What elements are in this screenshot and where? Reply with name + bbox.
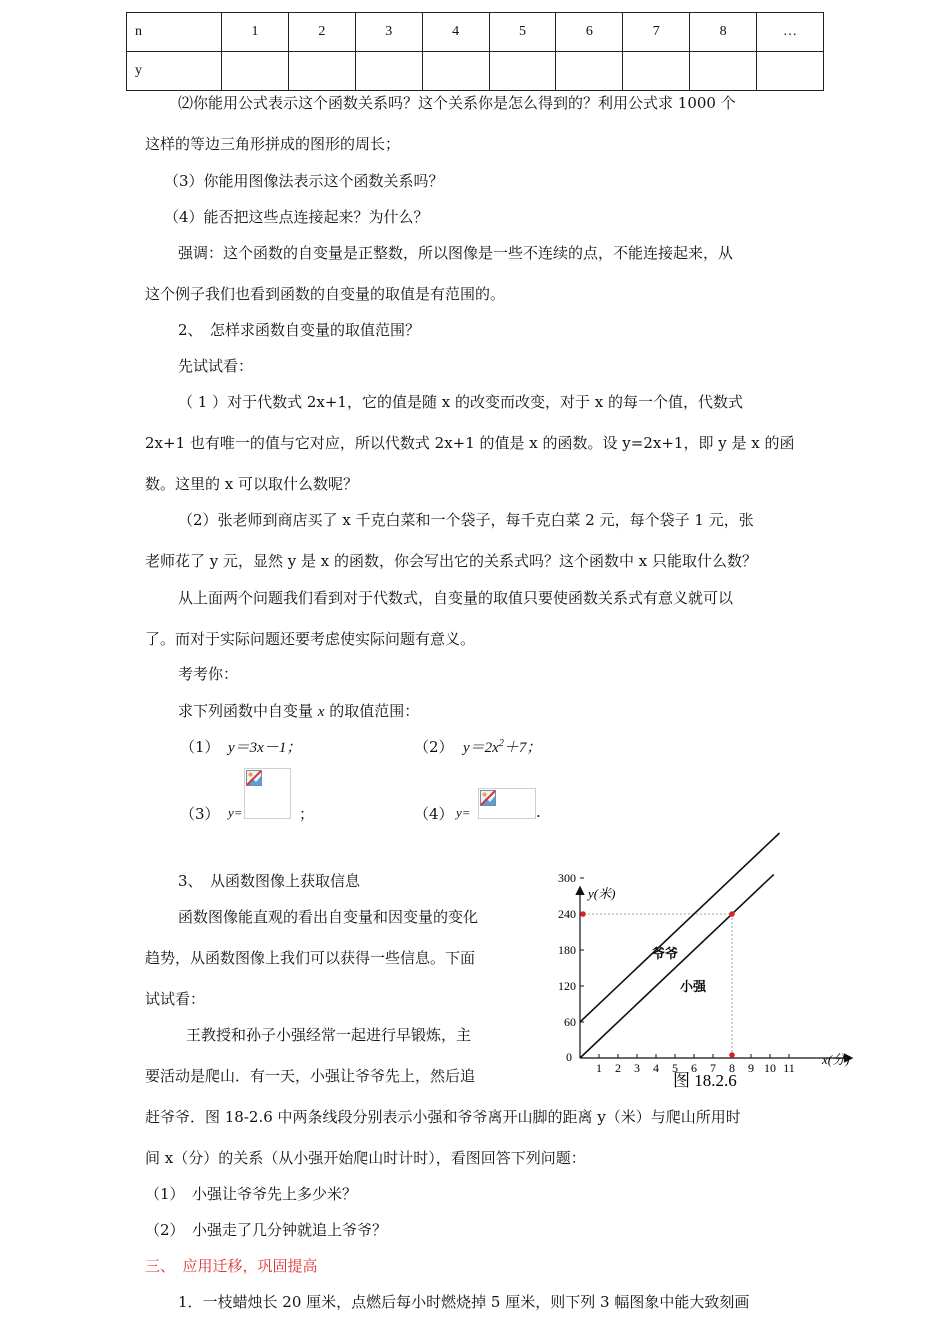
x-tick-label: 5 [672, 1061, 678, 1075]
exercise-4-y: y= [456, 805, 471, 820]
x-axis-label: x(分) [822, 1052, 850, 1067]
table-cell [422, 52, 489, 91]
emphasis-line-2: 这个例子我们也看到函数的自变量的取值是有范围的。 [145, 285, 506, 303]
x-tick-label: 7 [710, 1061, 716, 1075]
conclusion-line-2: 了。而对于实际问题还要考虑使实际问题有意义。 [145, 630, 476, 648]
table-cell [288, 52, 355, 91]
table-cell: 6 [556, 13, 623, 52]
story-line-4: 间 x（分）的关系（从小强开始爬山时计时），看图回答下列问题： [145, 1149, 586, 1167]
section-3-line-3: 试试看： [145, 990, 206, 1008]
question-2-line-1: ⑵你能用公式表示这个函数关系吗？这个关系你是怎么得到的？利用公式求 1000 个 [178, 94, 736, 112]
table-cell: 7 [623, 13, 690, 52]
problem-2-line-2: 老师花了 y 元，显然 y 是 x 的函数，你会写出它的关系式吗？这个函数中 x 只能取什么数？ [145, 552, 758, 570]
table-cell [690, 52, 757, 91]
conclusion-line-1: 从上面两个问题我们看到对于代数式，自变量的取值只要使函数关系式有意义就可以 [178, 589, 734, 607]
exercise-4-end: . [536, 803, 541, 821]
find-range-prompt [178, 700, 419, 721]
exercise-2-label: （2） [414, 738, 454, 756]
y-tick-label: 60 [564, 1015, 576, 1029]
question-answer-1: （1） 小强让爷爷先上多少米？ [145, 1185, 358, 1203]
table-cell: 1 [222, 13, 289, 52]
problem-2-line-1: （2）张老师到商店买了 x 千克白菜和一个袋子，每千克白菜 2 元，每个袋子 1 元，张 [178, 511, 754, 529]
x-tick-label: 8 [729, 1061, 735, 1075]
story-line-2: 要活动是爬山．有一天，小强让爷爷先上，然后追 [145, 1067, 476, 1085]
question-3: （3）你能用图像法表示这个函数关系吗？ [164, 172, 444, 190]
section-3-title: 3、 从函数图像上获取信息 [178, 872, 361, 890]
x-tick-label: 4 [653, 1061, 659, 1075]
exercise-3-label: （3） [180, 805, 220, 823]
table-cell: … [757, 13, 824, 52]
x-tick-label: 6 [691, 1061, 697, 1075]
problem-1-line-3: 数。这里的 x 可以取什么数呢？ [145, 475, 358, 493]
table-cell: 8 [690, 13, 757, 52]
test-you-label: 考考你： [178, 665, 239, 683]
exercise-1-label: （1） [180, 738, 220, 756]
section-3-line-1: 函数图像能直观的看出自变量和因变量的变化 [178, 908, 479, 926]
broken-image-icon [480, 790, 496, 806]
table-cell: 5 [489, 13, 556, 52]
table-cell [556, 52, 623, 91]
section-3-line-2: 趋势，从函数图像上我们可以获得一些信息。下面 [145, 949, 476, 967]
exercise-1-formula: y＝3x－1； [228, 740, 302, 756]
table-row [127, 13, 824, 52]
x-tick-label: 9 [748, 1061, 754, 1075]
table-cell: 4 [422, 13, 489, 52]
y-tick-label: 180 [558, 943, 576, 957]
y-tick-label: 240 [558, 907, 576, 921]
n-y-table [126, 12, 824, 91]
exercise-2-formula-b: ＋7； [503, 740, 542, 756]
find-range-post: 的取值范围： [324, 702, 420, 720]
x-tick-label: 11 [783, 1061, 795, 1075]
series-line-xiaoqiang [580, 874, 774, 1058]
y-tick-label: 300 [558, 871, 576, 885]
section-2-title: 2、 怎样求函数自变量的取值范围？ [178, 321, 421, 339]
find-range-pre: 求下列函数中自变量 [178, 702, 318, 720]
emphasis-line-1: 强调：这个函数的自变量是正整数，所以图像是一些不连续的点，不能连接起来，从 [178, 244, 734, 262]
story-line-1: 王教授和孙子小强经常一起进行早锻炼，主 [186, 1026, 472, 1044]
x-tick-label: 10 [764, 1061, 776, 1075]
table-cell [489, 52, 556, 91]
exercise-4-formula-image [478, 788, 536, 819]
question-4: （4）能否把这些点连接起来？为什么？ [164, 208, 429, 226]
x-tick-label: 3 [634, 1061, 640, 1075]
last-line: 1．一枝蜡烛长 20 厘米，点燃后每小时燃烧掉 5 厘米，则下列 3 幅图象中能大致刻画 [178, 1293, 750, 1311]
origin-label: 0 [566, 1050, 572, 1064]
exercise-3-end: ； [299, 805, 315, 823]
distance-time-chart [548, 871, 868, 1092]
question-2-line-2: 这样的等边三角形拼成的图形的周长； [145, 135, 401, 153]
x-axis-marker [729, 1052, 735, 1058]
table-head-y: y [127, 52, 222, 91]
problem-1-line-1: （ 1 ）对于代数式 2x+1，它的值是随 x 的改变而改变，对于 x 的每一个值，代数式 [178, 393, 743, 411]
story-line-3: 赶爷爷．图 18-2.6 中两条线段分别表示小强和爷爷离开山脚的距离 y（米）与爬山所用时 [145, 1108, 741, 1126]
exercise-2-exponent: 2 [498, 738, 504, 749]
part-3-title: 三、 应用迁移，巩固提高 [145, 1257, 318, 1275]
table-head-n: n [127, 13, 222, 52]
table-cell: 2 [288, 13, 355, 52]
table-cell [623, 52, 690, 91]
problem-1-line-2: 2x+1 也有唯一的值与它对应，所以代数式 2x+1 的值是 x 的函数。设 y=2x+1，即 y 是 x 的函 [145, 434, 795, 452]
table-cell [222, 52, 289, 91]
series-label-xiaoqiang: 小强 [680, 979, 707, 994]
exercise-3-formula-image [244, 768, 291, 819]
y-axis-label: y(米) [588, 886, 616, 901]
table-cell [355, 52, 422, 91]
table-row [127, 52, 824, 91]
exercise-2-formula [463, 736, 541, 757]
y-tick-label: 120 [558, 979, 576, 993]
exercise-2-formula-a: y＝2x [463, 740, 499, 756]
x-tick-label: 1 [596, 1061, 602, 1075]
exercise-3-y: y= [228, 805, 243, 820]
table-cell [757, 52, 824, 91]
figure-caption: 图 18.2.6 [673, 1071, 737, 1090]
find-range-var: x [317, 704, 325, 720]
broken-image-icon [246, 770, 262, 786]
intersection-point [729, 911, 735, 917]
question-answer-2: （2） 小强走了几分钟就追上爷爷？ [145, 1221, 388, 1239]
series-label-grandpa: 爷爷 [652, 946, 679, 961]
y-axis-marker [580, 911, 586, 917]
try-first-label: 先试试看： [178, 357, 254, 375]
x-tick-label: 2 [615, 1061, 621, 1075]
table-cell: 3 [355, 13, 422, 52]
exercise-4-label: （4） [414, 805, 454, 823]
